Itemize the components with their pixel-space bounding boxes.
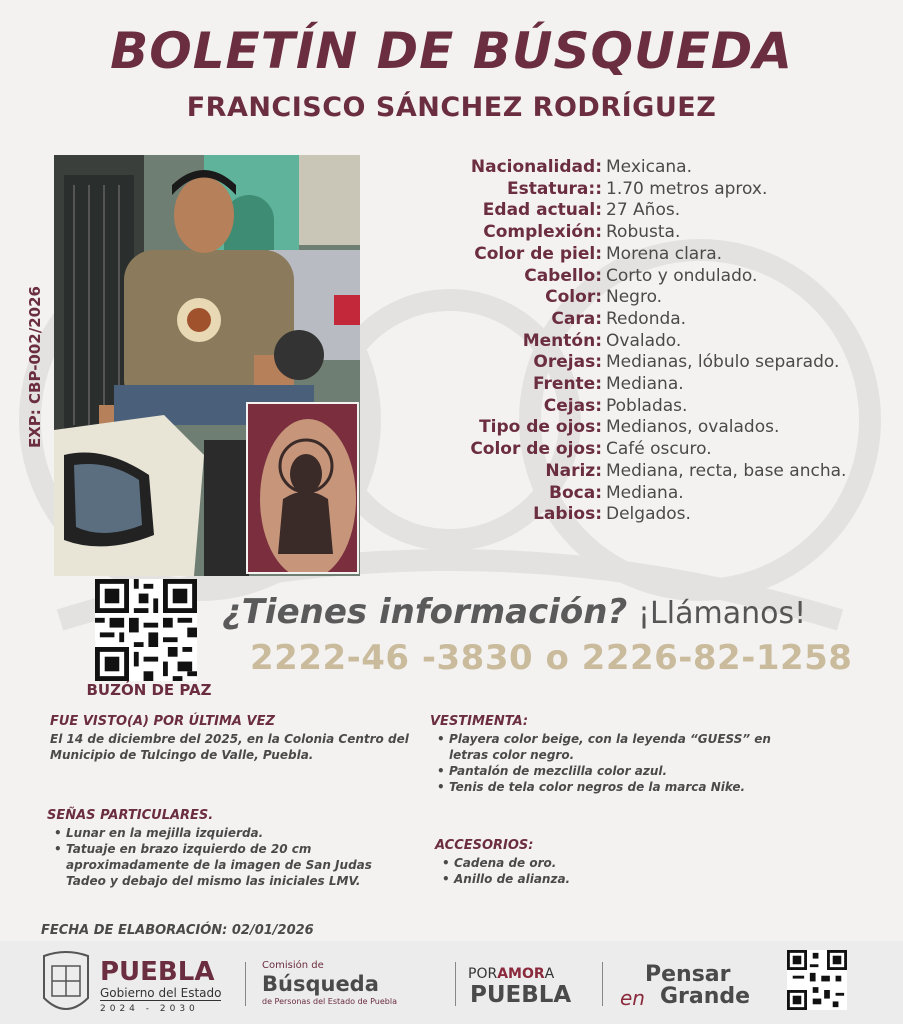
detail-row	[440, 374, 890, 396]
qr-label: BUZÓN DE PAZ	[86, 681, 212, 699]
last-seen-title: FUE VISTO(A) POR ÚLTIMA VEZ	[50, 714, 275, 729]
last-seen-line2: Municipio de Tulcingo de Valle, Puebla.	[50, 748, 314, 762]
divider	[602, 962, 603, 1006]
detail-row	[440, 331, 890, 353]
divider	[455, 962, 456, 1006]
bulletin-title: BOLETÍN DE BÚSQUEDA	[110, 22, 793, 80]
detail-value: Delgados.	[606, 504, 691, 525]
puebla-logo-text: PUEBLA	[100, 957, 215, 987]
detail-row	[440, 483, 890, 505]
person-name: FRANCISCO SÁNCHEZ RODRÍGUEZ	[186, 92, 717, 123]
phone-numbers[interactable]: 2222-46 -3830 o 2226-82-1258	[250, 638, 853, 678]
footer-qr-code-icon[interactable]	[787, 950, 847, 1010]
list-item: • Tenis de tela color negros de la marca Nike.	[435, 779, 795, 795]
puebla-slogan-text: PUEBLA	[470, 982, 572, 1008]
list-item: • Pantalón de mezclilla color azul.	[435, 763, 795, 779]
detail-label: Color de ojos:	[470, 439, 602, 460]
list-item: • Playera color beige, con la leyenda “GUESS” en letras color negro.	[435, 731, 795, 763]
detail-value: Corto y ondulado.	[606, 265, 758, 286]
physical-description	[440, 157, 890, 526]
years-text: 2024 - 2030	[100, 1004, 199, 1014]
amor-text: AMOR	[497, 966, 545, 982]
cta-call: ¡Llámanos!	[638, 596, 807, 631]
detail-label: Estatura::	[506, 178, 602, 199]
por-amor-text	[468, 966, 554, 982]
detail-value: Mediana.	[606, 482, 684, 503]
detail-label: Orejas:	[533, 352, 602, 373]
call-to-action	[222, 592, 902, 632]
detail-value: Ovalado.	[606, 330, 682, 351]
busqueda-sub-text: de Personas del Estado de Puebla	[262, 997, 398, 1006]
detail-value: Mexicana.	[606, 157, 692, 177]
clothing-list	[435, 731, 795, 795]
detail-value: Café oscuro.	[606, 439, 712, 460]
detail-row	[440, 504, 890, 526]
a-text: A	[544, 966, 555, 982]
busqueda-text: Búsqueda	[262, 972, 379, 996]
detail-row	[440, 309, 890, 331]
detail-value: 1.70 metros aprox.	[606, 178, 768, 199]
detail-value: Negro.	[606, 287, 663, 308]
detail-row	[440, 222, 890, 244]
detail-value: 27 Años.	[606, 200, 681, 221]
detail-row	[440, 417, 890, 439]
detail-row	[440, 439, 890, 461]
qr-code-icon[interactable]	[95, 579, 197, 681]
detail-label: Cabello:	[524, 265, 602, 286]
detail-row	[440, 266, 890, 288]
clothing-title: VESTIMENTA:	[430, 714, 529, 729]
accessories-list	[440, 855, 740, 887]
detail-value: Redonda.	[606, 308, 687, 329]
pensar-text: Pensar	[645, 962, 731, 987]
por-text: POR	[468, 966, 498, 982]
list-item: • Anillo de alianza.	[440, 871, 740, 887]
grande-text: Grande	[660, 984, 751, 1009]
detail-label: Nacionalidad:	[470, 157, 602, 177]
detail-label: Boca:	[549, 482, 602, 503]
detail-label: Cejas:	[543, 395, 602, 416]
detail-row	[440, 461, 890, 483]
detail-label: Frente:	[533, 374, 602, 395]
marks-list	[52, 825, 372, 889]
detail-row	[440, 157, 890, 179]
list-item: • Tatuaje en brazo izquierdo de 20 cm aproximadamente de la imagen de San Judas Tadeo y debajo del mismo las iniciales LMV.	[52, 841, 372, 889]
detail-label: Tipo de ojos:	[479, 417, 602, 438]
detail-value: Pobladas.	[606, 395, 688, 416]
detail-row	[440, 200, 890, 222]
list-item: • Lunar en la mejilla izquierda.	[52, 825, 372, 841]
tattoo-photo	[246, 402, 359, 574]
detail-label: Color:	[545, 287, 602, 308]
detail-value: Mediana, recta, base ancha.	[606, 460, 847, 481]
divider	[245, 962, 246, 1006]
detail-row	[440, 179, 890, 201]
detail-value: Robusta.	[606, 222, 681, 243]
detail-value: Medianos, ovalados.	[606, 417, 780, 438]
detail-label: Complexión:	[483, 222, 602, 243]
detail-value: Medianas, lóbulo separado.	[606, 352, 840, 373]
detail-row	[440, 396, 890, 418]
detail-value: Mediana.	[606, 374, 684, 395]
marks-title: SEÑAS PARTICULARES.	[47, 808, 214, 823]
state-crest-icon	[40, 948, 92, 1020]
expediente-number: EXP: CBP-002/2026	[26, 286, 44, 448]
detail-label: Cara:	[551, 308, 602, 329]
creation-date: FECHA DE ELABORACIÓN: 02/01/2026	[41, 923, 314, 938]
list-item: • Cadena de oro.	[440, 855, 740, 871]
accessories-title: ACCESORIOS:	[435, 838, 534, 853]
en-text: en	[620, 986, 645, 1010]
detail-row	[440, 352, 890, 374]
detail-row	[440, 244, 890, 266]
detail-row	[440, 287, 890, 309]
detail-label: Color de piel:	[474, 243, 602, 264]
comision-text: Comisión de	[262, 960, 324, 971]
detail-label: Mentón:	[522, 330, 602, 351]
detail-value: Morena clara.	[606, 243, 723, 264]
detail-label: Labios:	[533, 504, 602, 525]
detail-label: Nariz:	[545, 460, 602, 481]
detail-label: Edad actual:	[482, 200, 602, 221]
last-seen-line1: El 14 de diciembre del 2025, en la Colonia Centro del	[50, 732, 409, 746]
cta-question: ¿Tienes información?	[222, 592, 628, 632]
gobierno-text: Gobierno del Estado	[100, 986, 222, 1000]
